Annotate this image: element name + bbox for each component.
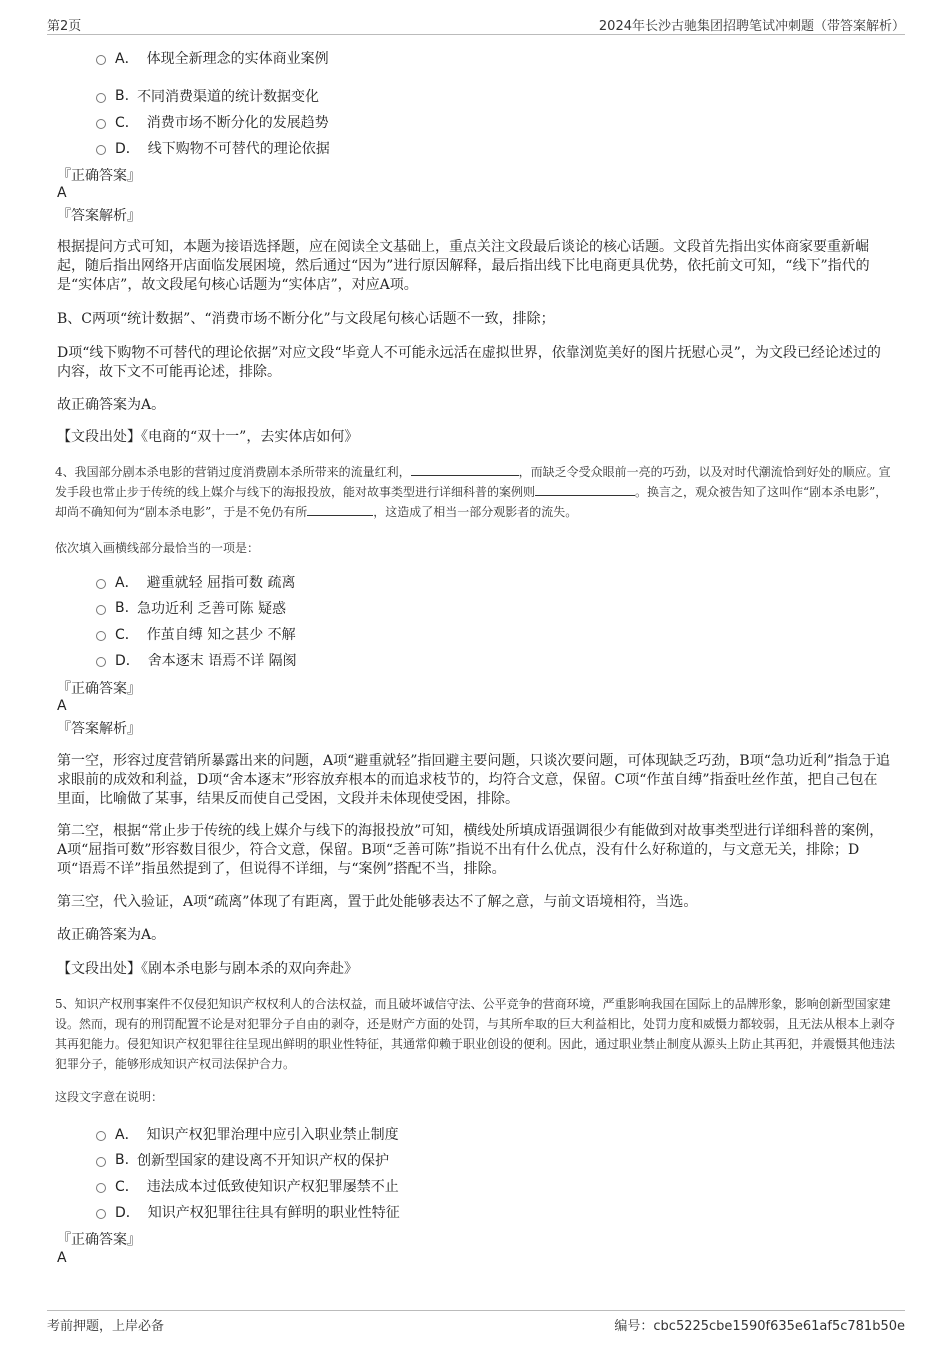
q4-stem: 4、我国部分剧本杀电影的营销过度消费剧本杀所带来的流量红利， ，而缺乏令受众眼前一亮的巧劲，以及对时代潮流恰到好处的顺应。宣发手段也常止步于传统的线上媒介与线下的海报投放，能对故事类型进行详细科普的案例则 。换言之，观众被告知了这叫作“剧本杀电影”，却尚不确知何为“剧本杀电影”，于是不免仍有所 ，这造成了相当一部分观影者的流失。 — [55, 465, 891, 519]
q4-option-d[interactable]: D． 舍本逐末 语焉不详 隔阂 — [96, 650, 297, 670]
radio-icon[interactable] — [96, 1183, 106, 1193]
footer-slogan: 考前押题，上岸必备 — [47, 1319, 165, 1334]
radio-icon[interactable] — [96, 631, 106, 641]
q3-option-c[interactable]: C． 消费市场不断分化的发展趋势 — [96, 112, 329, 132]
page-footer — [47, 1310, 905, 1333]
q4-answer: A — [57, 698, 67, 714]
document-title: 2024年长沙古驰集团招聘笔试冲刺题（带答案解析） — [598, 19, 905, 34]
q3-answer-label: 『正确答案』 — [57, 168, 141, 184]
q4-analysis-paragraph: 第三空，代入验证，A项“疏离”体现了有距离，置于此处能够表达不了解之意，与前文语境相符，当选。 — [57, 894, 698, 910]
q4-option-b[interactable]: B. 急功近利 乏善可陈 疑惑 — [96, 598, 286, 618]
radio-icon[interactable] — [96, 657, 106, 667]
q4-source: 【文段出处】《剧本杀电影与剧本杀的双向奔赴》 — [57, 961, 358, 977]
q4-option-c[interactable]: C． 作茧自缚 知之甚少 不解 — [96, 624, 296, 644]
radio-icon[interactable] — [96, 93, 106, 103]
q3-analysis-paragraph: D项“线下购物不可替代的理论依据”对应文段“毕竟人不可能永远活在虚拟世界，依靠浏览美好的图片抚慰心灵”，为文段已经论述过的内容，故下文不可能再论述，排除。 — [57, 345, 881, 380]
q4-analysis-paragraph: 第一空，形容过度营销所暴露出来的问题，A项“避重就轻”指回避主要问题，只谈次要问题，可体现缺乏巧劲，B项“急功近利”指急于追求眼前的成效和利益，D项“舍本逐末”形容放弃根本的而追求枝节的，均符合文意，保留。C项“作茧自缚”指蚕吐丝作茧，把自己包在里面，比喻做了某事，结果反而使自己受困，文段并未体现使受困，排除。 — [57, 753, 891, 807]
radio-icon[interactable] — [96, 1209, 106, 1219]
q5-answer-label: 『正确答案』 — [57, 1232, 141, 1248]
radio-icon[interactable] — [96, 119, 106, 129]
document-code: 编号：cbc5225cbe1590f635e61af5c781b50e — [614, 1319, 905, 1334]
q3-option-a[interactable]: A． 体现全新理念的实体商业案例 — [96, 48, 329, 68]
q3-analysis-paragraph: 故正确答案为A。 — [57, 397, 166, 413]
q3-option-b[interactable]: B. 不同消费渠道的统计数据变化 — [96, 86, 319, 106]
q5-option-d[interactable]: D． 知识产权犯罪往往具有鲜明的职业性特征 — [96, 1202, 400, 1222]
q3-answer: A — [57, 185, 67, 201]
answer-blank — [307, 503, 373, 516]
q4-answer-label: 『正确答案』 — [57, 681, 141, 697]
answer-blank — [535, 483, 635, 496]
q3-analysis-paragraph: B、C两项“统计数据”、“消费市场不断分化”与文段尾句核心话题不一致，排除； — [57, 311, 555, 327]
q4-option-a[interactable]: A． 避重就轻 屈指可数 疏离 — [96, 572, 295, 592]
q5-answer: A — [57, 1250, 67, 1266]
q5-prompt: 这段文字意在说明： — [55, 1090, 164, 1104]
q3-analysis-paragraph: 根据提问方式可知，本题为接语选择题，应在阅读全文基础上，重点关注文段最后谈论的核心话题。文段首先指出实体商家要重新崛起，随后指出网络开店面临发展困境，然后通过“因为”进行原因解释，最后指出线下比电商更具优势，依托前文可知，“线下”指代的是“实体店”，故文段尾句核心话题为“实体店”，对应A项。 — [57, 239, 870, 293]
radio-icon[interactable] — [96, 605, 106, 615]
q4-analysis-label: 『答案解析』 — [57, 721, 141, 737]
q5-stem: 5、知识产权刑事案件不仅侵犯知识产权权利人的合法权益，而且破坏诚信守法、公平竞争的营商环境，严重影响我国在国际上的品牌形象，影响创新型国家建设。然而，现有的刑罚配置不论是对犯罪分子自由的剥夺，还是财产方面的处罚，与其所牟取的巨大利益相比，处罚力度和威慑力都较弱，且无法从根本上剥夺其再犯能力。侵犯知识产权犯罪往往呈现出鲜明的职业性特征，其通常仰赖于职业创设的便利。因此，通过职业禁止制度从源头上防止其再犯，并震慑其他违法犯罪分子，能够形成知识产权司法保护合力。 — [55, 997, 896, 1071]
answer-blank — [411, 463, 519, 476]
radio-icon[interactable] — [96, 145, 106, 155]
q5-option-c[interactable]: C． 违法成本过低致使知识产权犯罪屡禁不止 — [96, 1176, 399, 1196]
page-number: 第2页 — [47, 19, 82, 34]
q5-option-a[interactable]: A． 知识产权犯罪治理中应引入职业禁止制度 — [96, 1124, 399, 1144]
q5-option-b[interactable]: B. 创新型国家的建设离不开知识产权的保护 — [96, 1150, 389, 1170]
page-header — [47, 12, 905, 35]
radio-icon[interactable] — [96, 1131, 106, 1141]
radio-icon[interactable] — [96, 579, 106, 589]
q4-prompt: 依次填入画横线部分最恰当的一项是： — [55, 541, 260, 555]
q3-analysis-label: 『答案解析』 — [57, 208, 141, 224]
q3-source: 【文段出处】《电商的“双十一”，去实体店如何》 — [57, 429, 359, 445]
radio-icon[interactable] — [96, 55, 106, 65]
q4-analysis-paragraph: 第二空，根据“常止步于传统的线上媒介与线下的海报投放”可知，横线处所填成语强调很少有能做到对故事类型进行详细科普的案例，A项“屈指可数”形容数目很少，符合文意，保留。B项“乏善可陈”指说不出有什么优点，没有什么好称道的，与文意无关，排除；D项“语焉不详”指虽然提到了，但说得不详细，与“案例”搭配不当，排除。 — [57, 823, 884, 877]
radio-icon[interactable] — [96, 1157, 106, 1167]
q3-option-d[interactable]: D． 线下购物不可替代的理论依据 — [96, 138, 330, 158]
q4-analysis-paragraph: 故正确答案为A。 — [57, 927, 166, 943]
